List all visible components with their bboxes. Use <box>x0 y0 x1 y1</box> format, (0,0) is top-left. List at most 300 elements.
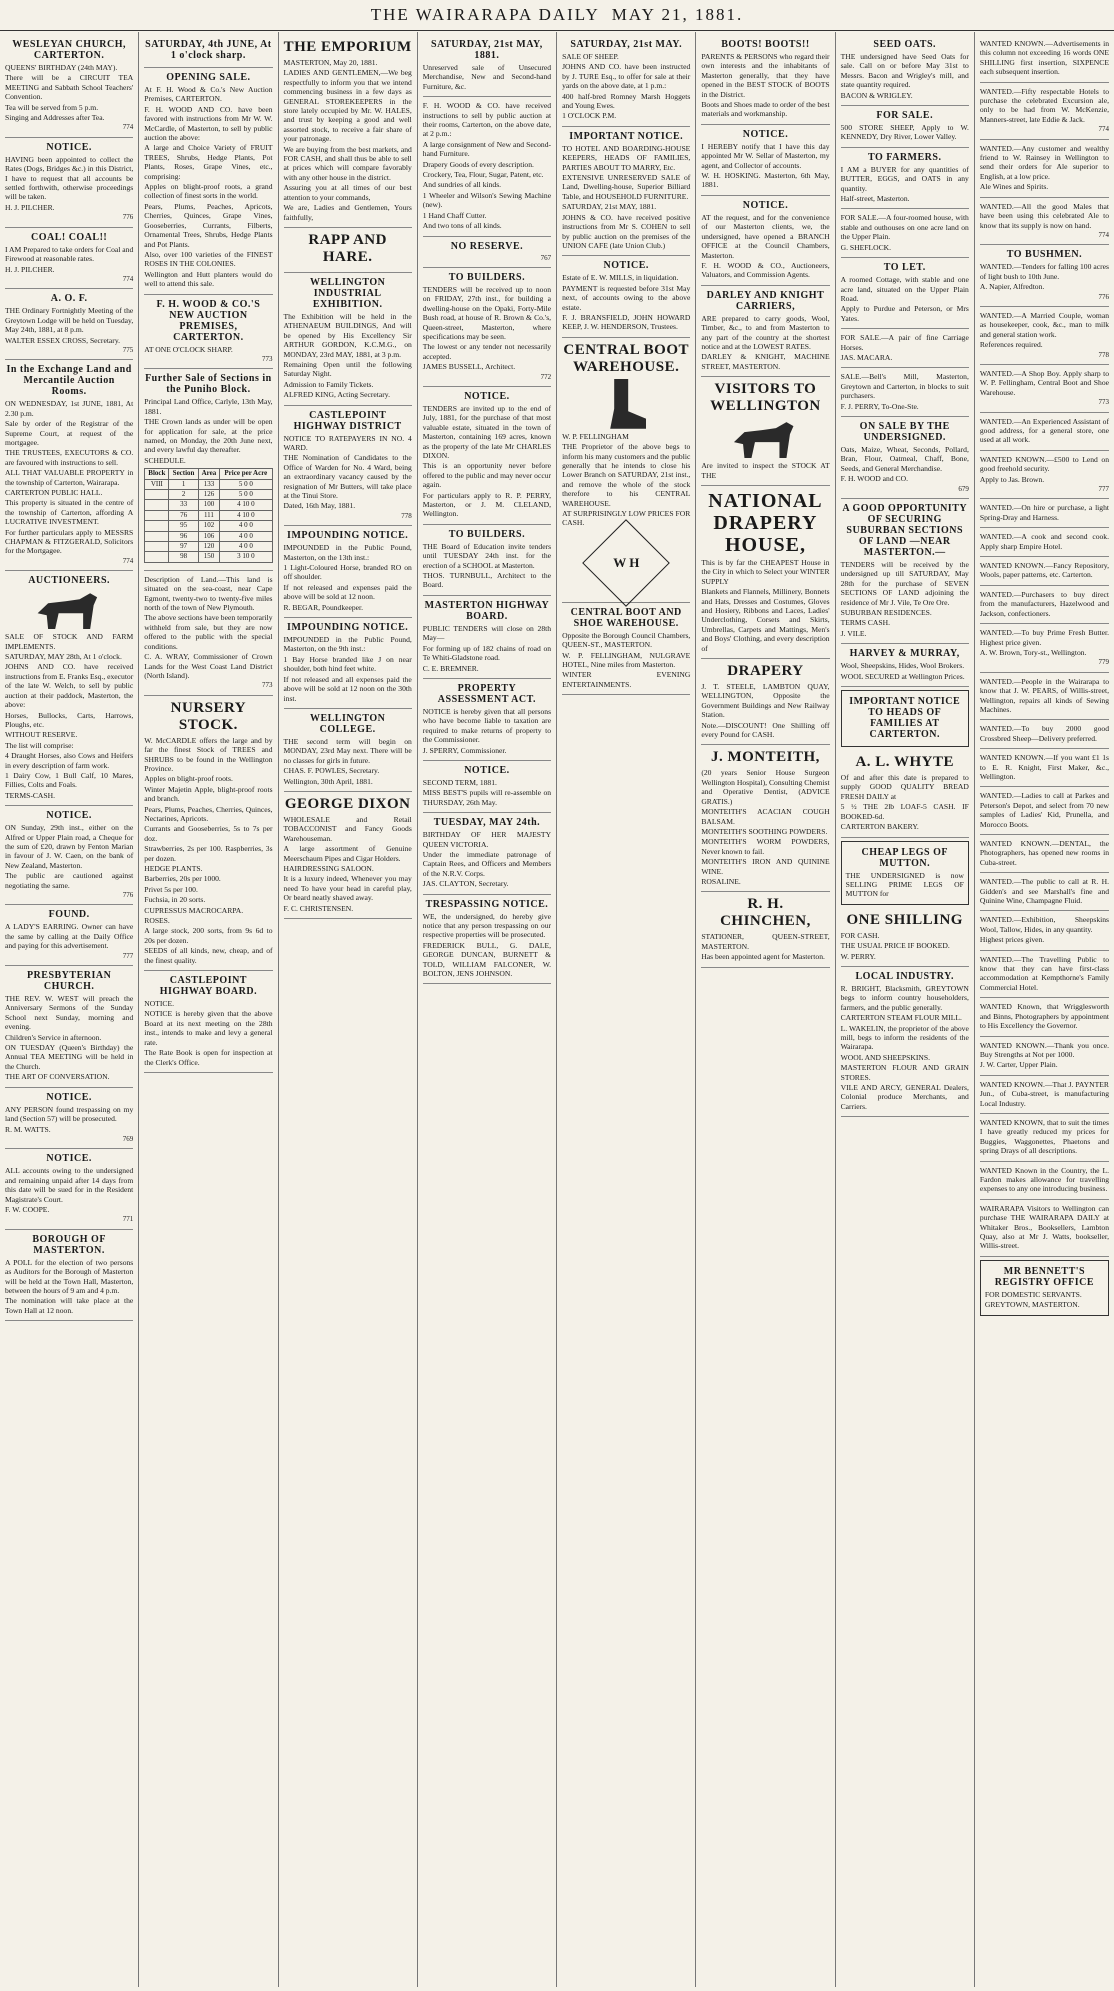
ad-heading: F. H. WOOD & CO.'S NEW AUCTION PREMISES, CARTERTON. <box>156 298 261 343</box>
column-8 <box>975 32 1114 1987</box>
advertisement <box>980 83 1109 140</box>
ad-text: ALL accounts owing to the undersigned and remaining unpaid after 14 days from this date will be sued for in the Resident Magistrate's Court. <box>5 1166 134 1204</box>
ad-text: WAIRARAPA Visitors to Wellington can purchase THE WAIRARAPA DAILY at Whitaker Bros., Booksellers, Lambton Quay, also at Mr J. Watts, bookseller, Willis-street. <box>979 1203 1109 1251</box>
ad-number: 679 <box>958 484 969 493</box>
column-3 <box>279 32 418 1987</box>
ad-text: It is a luxury indeed, Whenever you may need To have your head in careful play, Or beard neatly shaved away. <box>283 874 412 903</box>
ad-text: Barberries, 20s per 1000. <box>144 874 221 884</box>
advertisement <box>423 237 551 268</box>
ad-text: If not released and expenses paid the above will be sold at 12 noon. <box>283 582 412 602</box>
ad-text: For particulars apply to R. P. PERRY, Masterton, or J. M. CLELAND, Wellington. <box>422 490 552 519</box>
ad-text: SUBURBAN RESIDENCES. <box>840 608 932 618</box>
ad-text: THE REV. W. WEST will preach the Anniversary Sermons of the Sunday School next Sunday, morning and evening. <box>5 994 134 1032</box>
ad-text: Has been appointed agent for Masterton. <box>701 952 825 962</box>
schedule-cell: 95 <box>169 521 198 531</box>
ad-text: The above sections have been temporarily withheld from sale, but they are now offered to the public with the special conditions. <box>144 613 273 651</box>
ad-text: GREYTOWN, MASTERTON. <box>984 1300 1080 1310</box>
masthead-title: THE WAIRARAPA DAILY <box>370 5 600 24</box>
ad-text: THOS. TURNBULL, Architect to the Board. <box>422 571 552 590</box>
advertisement <box>980 911 1109 950</box>
ad-text: ARE prepared to carry goods, Wool, Timber, &c., to and from Masterton to any part of the country at the shortest notice and at the LOWEST RATES. <box>701 313 830 351</box>
ad-number: 774 <box>1098 125 1109 134</box>
advertisement <box>144 369 272 571</box>
schedule-cell: 3 10 0 <box>220 552 272 562</box>
advertisement <box>980 140 1109 198</box>
ad-text: THE UNDERSIGNED is now SELLING PRIME LEGS OF MUTTON for <box>845 870 964 899</box>
column-5 <box>557 32 696 1987</box>
advertisement <box>144 295 272 370</box>
table-row <box>145 500 272 510</box>
ad-text: Sale by order of the Registrar of the Supreme Court, at request of the mortgagee. <box>5 419 134 447</box>
ad-heading: WESLEYAN CHURCH, CARTERTON. <box>12 39 127 61</box>
ad-text: The public are cautioned against negotiating the same. <box>5 871 134 890</box>
ad-text: Also, over 100 varieties of the FINEST ROSES IN THE COLONIES. <box>144 249 273 269</box>
ad-heading: RAPP AND HARE. <box>308 231 387 265</box>
ad-heading: IMPOUNDING NOTICE. <box>287 530 409 542</box>
schedule-cell <box>145 500 169 510</box>
ad-heading: AUCTIONEERS. <box>28 575 111 587</box>
ad-heading: A GOOD OPPORTUNITY OF SECURING SUBURBAN SECTIONS OF LAND —NEAR MASTERTON.— <box>842 503 968 558</box>
advertisement <box>980 413 1109 451</box>
ad-text: For further particulars apply to MESSRS CHAPMAN & FITZGERALD, Solicitors for the Mortgagee. <box>5 527 134 556</box>
ad-text: AT SURPRISINGLY LOW PRICES FOR CASH. <box>562 509 691 528</box>
ad-heading: DRAPERY <box>727 663 804 680</box>
ad-text: WANTED KNOWN.—Thank you once. Buy Strengths at Not per 1000. <box>979 1040 1109 1059</box>
advertisement <box>980 1114 1109 1162</box>
ad-text: WANTED Known in the Country, the L. Fardon makes allowance for travelling expenses to any one introducing business. <box>979 1165 1109 1194</box>
ad-heading: CASTLEPOINT HIGHWAY BOARD. <box>159 975 258 998</box>
advertisement <box>841 908 969 967</box>
advertisement <box>423 387 551 525</box>
ad-text: A roomed Cottage, with stable and one acre land, situated on the Upper Plain Road. <box>840 275 969 303</box>
advertisement <box>980 307 1109 365</box>
advertisement <box>144 35 272 68</box>
ad-text: Oats, Maize, Wheat, Seconds, Pollard, Bran, Flour, Oatmeal, Chaff, Bone, Seeds, and General Merchandise. <box>840 444 969 473</box>
ad-text: WANTED KNOWN.—That J. PAYNTER Jun., of Cuba-street, is manufacturing Local Industry. <box>979 1079 1109 1108</box>
ad-text: MASTERTON, May 20, 1881. <box>283 58 378 67</box>
schedule-cell: 4 0 0 <box>220 531 272 541</box>
ad-heading: R. H. CHINCHEN, <box>720 896 811 930</box>
ad-text: SALE.—Bell's Mill, Masterton, Greytown and Carterton, in blocks to suit purchasers. <box>840 372 969 401</box>
advertisement <box>144 696 272 971</box>
advertisement <box>423 813 551 894</box>
ad-heading: MASTERTON HIGHWAY BOARD. <box>424 599 550 622</box>
ad-text: MONTEITH'S WORM POWDERS, Never known to fail. <box>701 837 830 856</box>
ad-text: WANTED.—An Experienced Assistant of good address, for a general store, one used at all work. <box>979 416 1109 445</box>
ad-text: MONTEITH'S SOOTHING POWDERS. <box>701 826 828 836</box>
table-row <box>145 531 272 541</box>
ad-text: Drapery Goods of every description. <box>422 159 534 169</box>
ad-text: Dated, 16th May, 1881. <box>283 501 356 511</box>
ad-heading: OPENING SALE. <box>166 72 251 83</box>
ad-text: BACON & WRIGLEY. <box>840 90 913 100</box>
ad-heading: NATIONAL DRAPERY HOUSE, <box>708 489 823 556</box>
ad-text: 1 Bay Horse branded like J on near shoulder, both hind feet white. <box>283 654 412 674</box>
ad-text: FREDERICK BULL, G. DALE, GEORGE DUNCAN, BURNETT & TOLD, WILLIAM FALCONER, W. BOLTON, JENS JOHNSON. <box>422 940 552 979</box>
advertisement <box>701 286 829 377</box>
ad-text: Currants and Gooseberries, 5s to 7s per doz. <box>144 824 273 843</box>
ad-text: WANTED.—On hire or purchase, a light Spring-Dray and Harness. <box>979 503 1109 522</box>
advertisement <box>144 971 272 1073</box>
advertisement <box>980 1076 1109 1114</box>
ad-text: Pears, Plums, Peaches, Apricots, Cherries, Quinces, Grape Vines, Gooseberries, Currants, Filberts, Ornamental Trees, Shrubs, Hedge Plants and Pot Plants. <box>144 201 273 249</box>
advertisement <box>144 68 272 295</box>
ad-text: CHAS. F. POWLES, Secretary. <box>283 766 380 776</box>
ad-heading: PROPERTY ASSESSMENT ACT. <box>437 682 537 705</box>
advertisement <box>841 499 969 644</box>
ad-text: DARLEY & KNIGHT, MACHINE STREET, MASTERTON. <box>701 352 830 371</box>
schedule-cell: 98 <box>169 552 198 562</box>
ad-heading: BOOTS! BOOTS!! <box>721 39 810 50</box>
ad-text: A large consignment of New and Second-hand Furniture. <box>422 139 552 159</box>
ad-text: WANTED.—The Travelling Public to know that they can have first-class accommodation at Kempthorne's Family Commercial Hotel. <box>979 954 1109 992</box>
ad-heading: LOCAL INDUSTRY. <box>855 970 954 982</box>
advertisement <box>980 1162 1109 1200</box>
advertisement <box>841 750 969 837</box>
advertisement <box>423 268 551 387</box>
ad-heading: SATURDAY, 4th JUNE, At 1 o'clock sharp. <box>145 39 272 61</box>
ad-text: THE undersigned have Seed Oats for sale. Call on or before May 31st to Messrs. Bacon and Wrigley's mill, and state quantity required. <box>840 52 969 90</box>
advertisement <box>980 1037 1109 1076</box>
ad-text: HAVING been appointed to collect the Rates (Dogs, Bridges &c.) in this District, I have to request that all accounts be settled forthwith, otherwise proceedings will be taken. <box>5 154 134 202</box>
ad-text: ALL THAT VALUABLE PROPERTY in the township of Carterton, Wairarapa. <box>5 468 134 487</box>
advertisement <box>980 35 1109 83</box>
ad-text: If not released and all expenses paid the above will be sold at 12 noon on the 30th inst. <box>283 674 412 703</box>
ad-text: WOOL SECURED at Wellington Prices. <box>840 671 965 681</box>
ad-text: WHOLESALE and Retail TOBACCONIST and Fancy Goods Warehouseman. <box>283 814 412 843</box>
ad-text: TERMS-CASH. <box>5 790 56 800</box>
advertisement <box>701 35 829 125</box>
ad-text: Principal Land Office, Carlyle, 13th May, 1881. <box>144 397 273 416</box>
ad-text: We are buying from the best markets, and FOR CASH, and shall thus be able to sell at prices which will compare favorably with any other house in the district. <box>283 144 412 182</box>
ad-text: WANTED KNOWN.—If you want £1 1s to E. R. Knight, First Maker, &c., Wellington. <box>979 753 1109 781</box>
column-6 <box>696 32 835 1987</box>
advertisement <box>980 951 1109 999</box>
ad-heading: IMPORTANT NOTICE TO HEADS OF FAMILIES AT CARTERTON. <box>849 696 961 741</box>
ad-text: 1 Hand Chaff Cutter. <box>422 210 487 220</box>
advertisement <box>980 198 1109 246</box>
ad-text: SEEDS of all kinds, new, cheap, and of the finest quality. <box>144 946 273 965</box>
ad-number: 771 <box>122 1215 134 1224</box>
advertisement <box>980 873 1109 911</box>
ad-text: And sundries of all kinds. <box>422 180 502 190</box>
ad-text: WOOL AND SHEEPSKINS. <box>840 1052 930 1062</box>
ad-text: W. P. FELLINGHAM <box>562 431 629 441</box>
advertisement <box>423 761 551 813</box>
ad-text: TENDERS will be received up to noon on FRIDAY, 27th inst., for building a dwelling-house on the Opaki, Forty-Mile Bush road, at house of R. Brown & Co.'s, Queen-street, Masterton, where specifications may be seen. <box>422 284 552 341</box>
ad-text: MONTEITH'S IRON AND QUININE WINE. <box>701 857 830 876</box>
ad-text: Assuring you at all times of our best attention to your commands, <box>283 183 412 202</box>
ad-text: THE TRUSTEES, EXECUTORS & CO. are favoured with instructions to sell. <box>5 448 134 467</box>
ad-text: ROSALINE. <box>701 876 741 886</box>
advertisement <box>841 644 969 687</box>
advertisement <box>701 486 829 659</box>
advertisement <box>841 329 969 368</box>
ad-text: WANTED.—Ladies to call at Parkes and Peterson's Depot, and select from 70 new samples of Ladies' Kid, Prunella, and Morocco Boots. <box>979 791 1109 829</box>
schedule-cell: 111 <box>198 510 219 520</box>
ad-heading: NOTICE. <box>742 128 789 140</box>
ad-text: F. J. PERRY, To-One-Ste. <box>840 401 919 411</box>
advertisement <box>701 125 829 196</box>
ad-heading: NOTICE. <box>603 260 649 272</box>
ad-heading: CENTRAL BOOT AND SHOE WAREHOUSE. <box>570 606 682 629</box>
advertisement <box>284 526 412 618</box>
advertisement <box>423 895 551 985</box>
advertisement <box>980 451 1109 500</box>
ad-heading: NO RESERVE. <box>450 240 524 252</box>
ad-heading: SATURDAY, 21st MAY, 1881. <box>431 39 543 61</box>
ad-text: The Exhibition will be held in the ATHENAEUM BUILDINGS, And will be opened by His Excellency Sir ARTHUR GORDON, K.C.M.G., on MONDAY, 23rd MAY, 1881, at 3 p.m. <box>283 311 412 359</box>
ad-heading: A. L. WHYTE <box>855 754 955 771</box>
ad-text: VILE AND ARCY, GENERAL Dealers, Colonial produce Merchants, and Carriers. <box>840 1083 969 1111</box>
ad-heading: J. MONTEITH, <box>710 749 820 766</box>
ad-text: I AM Prepared to take orders for Coal and Firewood at reasonable rates. <box>5 244 134 264</box>
ad-text: A LADY'S EARRING. Owner can have the same by calling at the Daily Office and paying for this advertisement. <box>5 922 134 951</box>
ad-text: Note.—DISCOUNT! One Shilling off every Pound for CASH. <box>701 720 830 740</box>
ad-heading: TRESPASSING NOTICE. <box>425 898 549 910</box>
ad-text: CARTERTON BAKERY. <box>840 822 919 832</box>
ad-number: 777 <box>1098 485 1109 494</box>
advertisement <box>5 138 133 228</box>
ad-heading: GEORGE DIXON <box>284 795 411 812</box>
advertisement <box>980 673 1109 721</box>
advertisement <box>841 841 969 905</box>
schedule-header: Block <box>145 469 169 479</box>
ad-text: JOHNS & CO. have received positive instructions from Mr S. COHEN to sell by public auction on the premises of the UNION CAFE (late Union Club.) <box>562 212 691 250</box>
ad-text: A large stock, 200 sorts, from 9s 6d to 20s per dozen. <box>144 926 273 945</box>
ad-heading: NOTICE. <box>464 764 510 776</box>
ad-text: There will be a CIRCUIT TEA MEETING and Sabbath School Teachers' Convention. <box>5 73 134 102</box>
schedule-cell: 4 0 0 <box>220 542 272 552</box>
ad-text: Crockery, Tea, Flour, Sugar, Patent, etc. <box>422 170 544 180</box>
advertisement <box>562 603 690 695</box>
schedule-cell: 126 <box>198 490 219 500</box>
advertisement <box>841 967 969 1117</box>
ad-text: SATURDAY, 21st MAY, 1881. <box>562 202 657 212</box>
ad-text: WANTED.—Tenders for falling 100 acres of light bush to 10th June. <box>979 262 1109 281</box>
ad-text: WANTED KNOWN.—Fancy Repository, Wools, paper patterns, etc. Carterton. <box>979 561 1109 580</box>
ad-text: J. VILE. <box>840 628 867 638</box>
ad-text: NOTICE is hereby given that the above Board at its next meeting on the 28th inst., intends to make and levy a general rate. <box>144 1009 273 1047</box>
ad-text: THE second term will begin on MONDAY, 23rd May next. There will be no classes for girls in future. <box>283 736 412 765</box>
ad-text: THE Ordinary Fortnightly Meeting of the Greytown Lodge will be held on Tuesday, May 24th, 1881, at 8 p.m. <box>5 306 134 335</box>
ad-text: BIRTHDAY OF HER MAJESTY QUEEN VICTORIA. <box>422 830 552 849</box>
ad-text: C. A. WRAY, Commissioner of Crown Lands for the West Coast Land District (North Island). <box>144 652 273 680</box>
ad-text: Are invited to inspect the STOCK AT THE <box>701 461 830 480</box>
ad-text: J. W. Carter, Upper Plain. <box>979 1060 1058 1070</box>
ad-heading: DARLEY AND KNIGHT CARRIERS, <box>706 289 825 312</box>
ad-text: WANTED.—All the good Males that have been using this celebrated Ale to know that its supply is now on hand. <box>979 201 1109 230</box>
ad-text: NOTICE TO RATEPAYERS IN NO. 4 WARD. <box>283 433 412 452</box>
advertisement <box>701 745 829 892</box>
schedule-table <box>144 468 272 563</box>
ad-number: 778 <box>401 511 412 520</box>
schedule-cell: 76 <box>169 510 198 520</box>
ad-text: WANTED KNOWN.—DENTAL, the Photographers, has opened new rooms in Cuba-street. <box>979 839 1109 867</box>
column-1 <box>0 32 139 1987</box>
ad-text: TO HOTEL AND BOARDING-HOUSE KEEPERS, HEADS OF FAMILIES, PARTIES ABOUT TO MARRY, Etc. <box>562 143 691 172</box>
ad-heading: TO BUSHMEN. <box>1006 249 1083 261</box>
ad-number: 774 <box>122 274 134 283</box>
ad-heading: WELLINGTON COLLEGE. <box>309 712 386 735</box>
ad-text: SALE OF STOCK AND FARM IMPLEMENTS. <box>5 632 134 651</box>
boot-illustration-icon <box>606 379 646 429</box>
ad-heading: In the Exchange Land and Mercantile Auction Rooms. <box>6 364 132 398</box>
ad-text: The lowest or any tender not necessarily accepted. <box>422 342 552 361</box>
column-7 <box>836 32 975 1987</box>
ad-heading: NOTICE. <box>46 141 92 153</box>
ad-text: Opposite the Borough Council Chambers, QUEEN-ST., MASTERTON. <box>562 630 691 650</box>
ad-text: JAS. MACARA. <box>840 352 893 362</box>
ad-text: THE Crown lands as under will be open for application for sale, at the price named, on Monday, the 20th June next, and every lawful day thereafter. <box>144 417 273 455</box>
ad-text: A POLL for the election of two persons as Auditors for the Borough of Masterton will be held at the Town Hall, Masterton, between the hours of 9 am and 4 p.m. <box>5 1257 134 1295</box>
advertisement <box>284 406 412 527</box>
ad-text: EXTENSIVE UNRESERVED SALE of Land, Dwelling-house, Superior Billiard Table, and HOUSEHOLD FURNITURE. <box>562 173 691 201</box>
ad-text: 4 Draught Horses, also Cows and Heifers in every description of farm work. <box>5 751 134 770</box>
advertisement <box>701 377 829 486</box>
ad-text: Wellington, 30th April, 1881. <box>283 776 373 786</box>
ad-text: H. J. PILCHER. <box>5 264 55 274</box>
ad-text: The list will comprise: <box>5 740 74 750</box>
ad-number: 774 <box>122 123 134 132</box>
ad-text: We are, Ladies and Gentlemen, Yours faithfully, <box>283 203 412 222</box>
ad-text: WANTED.—Any customer and wealthy friend to W. Rainsey in Wellington to send their orders for Ale superior to English, at a low price. <box>979 143 1109 181</box>
ad-text: NOTICE. <box>144 999 175 1009</box>
ad-text: Fuchsia, in 20 sorts. <box>144 895 206 905</box>
ad-text: Wool, Sheepskins, Hides, Wool Brokers. <box>840 661 965 671</box>
schedule-cell: 4 10 0 <box>220 500 272 510</box>
ad-text: Remaining Open until the following Saturday Night. <box>283 359 412 379</box>
advertisement <box>5 571 133 806</box>
ad-text: 400 half-bred Romney Marsh Hoggets and Young Ewes. <box>562 91 691 111</box>
advertisement <box>5 806 133 905</box>
ad-text: ANY PERSON found trespassing on my land (Section 57) will be prosecuted. <box>5 1104 134 1124</box>
advertisement <box>841 690 969 747</box>
ad-text: ALFRED KING, Acting Secretary. <box>283 390 390 400</box>
ad-text: Blankets and Flannels, Millinery, Bonnets and Hats, Dresses and Costumes, Gloves and Hosiery, Ribbons and Laces, Ladies' Underclothing, Corsets and Skirts, Umbrellas, Carpets and Mattings, Men's and Boys' Clothing, and every description of <box>701 587 830 653</box>
ad-text: Of and after this date is prepared to supply GOOD QUALITY BREAD FRESH DAILY at <box>840 773 969 801</box>
ad-text: THE Nomination of Candidates to the Office of Warden for No. 4 Ward, being an extraordinary vacancy caused by the resignation of Mr Butters, will take place at the Tinui Store. <box>283 453 412 500</box>
advertisement <box>841 417 969 499</box>
advertisement <box>980 749 1109 787</box>
ad-text: JOHNS AND CO. have received instructions from E. Franks Esq., executor of the late W. Welch, to sell by public auction at their paddock, Masterton, the above: <box>5 662 134 710</box>
ad-heading: TO BUILDERS. <box>448 528 526 540</box>
ad-text: THE USUAL PRICE IF BOOKED. <box>840 941 950 951</box>
trademark-letters: W H <box>613 555 640 571</box>
ad-text: WANTED.—Purchasers to buy direct from the manufacturers, Hazelwood and Jackson, confectioners. <box>979 589 1109 618</box>
ad-text: Apples on blight-proof roots, a grand collection of finest sorts in the world. <box>144 182 273 201</box>
masthead-date: MAY 21, 1881. <box>611 5 744 24</box>
ad-text: WANTED.—A cook and second cook. Apply sharp Empire Hotel. <box>979 532 1109 551</box>
ad-heading: HARVEY & MURRAY, <box>849 648 960 660</box>
ad-text: Admission to Family Tickets. <box>283 379 374 389</box>
advertisement <box>5 228 133 290</box>
ad-number: 774 <box>122 556 134 565</box>
ad-heading: ON SALE BY THE UNDERSIGNED. <box>859 420 950 443</box>
advertisement <box>5 966 133 1088</box>
ad-text: LADIES AND GENTLEMEN,—We beg respectfully to inform you that we intend commencing business in a few days as GENERAL STOREKEEPERS in the store lately occupied by Mr. W. HALES, and trust by keeping a good and well assorted stock, to receive a fair share of your patronage. <box>283 68 412 144</box>
ad-text: WANTED.—To buy Prime Fresh Butter. Highest price given. <box>979 628 1109 647</box>
ad-heading: PRESBYTERIAN CHURCH. <box>26 970 112 993</box>
ad-text: For forming up of 182 chains of road on Te Whiti-Gladstone road. <box>422 643 552 663</box>
ad-text: (20 years Senior House Surgeon Wellington Hospital), Consulting Chemist and Operative Dentist, (ADVICE GRATIS.) <box>701 768 830 806</box>
schedule-cell: 4 0 0 <box>220 521 272 531</box>
advertisement <box>980 365 1109 413</box>
ad-text: AT the request, and for the convenience of our Masterton clients, we, the undersigned, have opened a BRANCH OFFICE at the Council Chambers, Masterton. <box>701 212 830 260</box>
ad-text: AT ONE O'CLOCK SHARP. <box>144 344 233 354</box>
ad-number: 773 <box>262 681 273 690</box>
masthead <box>0 0 1114 31</box>
ad-heading: Further Sale of Sections in the Puniho Block. <box>145 373 272 396</box>
advertisement <box>562 256 690 337</box>
ad-text: F. H. WOOD AND CO. have been favored with instructions from Mr W. W. McCardle, of Masterton, to sell by public auction the above: <box>144 104 273 143</box>
ad-text: 1 Dairy Cow, 1 Bull Calf, 10 Mares, Fillies, Colts and Foals. <box>5 770 134 790</box>
ad-text: The nomination will take place at the Town Hall at 12 noon. <box>5 1296 134 1315</box>
ad-heading: CENTRAL BOOT WAREHOUSE. <box>563 341 689 375</box>
ad-text: 1 Light-Coloured Horse, branded RO on off shoulder. <box>283 563 412 582</box>
ad-text: Strawberries, 2s per 100. Raspberries, 3s per dozen. <box>144 844 273 863</box>
schedule-cell: 2 <box>169 490 198 500</box>
ad-text: W. PERRY. <box>840 951 876 961</box>
ad-heading: WELLINGTON INDUSTRIAL EXHIBITION. <box>309 276 386 310</box>
horse-illustration-icon <box>730 418 800 458</box>
schedule-cell: 106 <box>198 531 219 541</box>
ad-text: R. BRIGHT, Blacksmith, GREYTOWN begs to inform country householders, farmers, and the public generally. <box>840 983 969 1012</box>
ad-text: THE ART OF CONVERSATION. <box>5 1072 110 1082</box>
ad-heading: A. O. F. <box>50 293 88 305</box>
ad-number: 777 <box>122 951 134 960</box>
ad-text: SECOND TERM, 1881. <box>422 777 497 787</box>
advertisement <box>562 338 690 603</box>
ad-number: 775 <box>122 345 134 354</box>
schedule-header: Price per Acre <box>220 469 272 479</box>
ad-text: WALTER ESSEX CROSS, Secretary. <box>5 335 121 345</box>
ad-text: Tea will be served from 5 p.m. <box>5 102 99 112</box>
schedule-cell: 97 <box>169 542 198 552</box>
ad-text: ON Sunday, 29th inst., either on the Alfred or Upper Plain road, a Cheque for the sum of £20, drawn by Fenton Marian in favour of J. W. Caen, on the bank of New Zealand, Masterton. <box>5 823 134 870</box>
ad-text: Privet 5s per 100. <box>144 884 198 894</box>
advertisement <box>980 245 1109 307</box>
ad-text: F. C. CHRISTENSEN. <box>283 903 354 913</box>
ad-heading: NOTICE. <box>464 390 510 402</box>
ad-heading: IMPOUNDING NOTICE. <box>287 622 409 634</box>
ad-text: R. BEGAR, Poundkeeper. <box>283 602 364 612</box>
ad-text: Highest prices given. <box>979 935 1045 945</box>
ad-text: 1 Wheeler and Wilson's Sewing Machine (new). <box>422 190 552 210</box>
advertisement <box>5 289 133 360</box>
advertisement <box>841 35 969 106</box>
ad-text: WINTER EVENING ENTERTAINMENTS. <box>562 670 691 689</box>
schedule-cell: 96 <box>169 531 198 541</box>
ad-text: WANTED.—A Married Couple, woman as housekeeper, cook, &c., man to milk and general station work. <box>979 310 1109 339</box>
ad-text: F. J. BRANSFIELD, JOHN HOWARD KEEP, J. W. HENDERSON, Trustees. <box>562 312 691 332</box>
ad-heading: COAL! COAL!! <box>30 231 108 243</box>
schedule-cell: VIII <box>145 479 169 489</box>
schedule-header: Area <box>198 469 219 479</box>
ad-text: WANTED.—To buy 2000 good Crossbred Sheep—Delivery preferred. <box>979 724 1109 743</box>
table-row <box>145 521 272 531</box>
ad-number: 769 <box>122 1134 134 1143</box>
ad-heading: BOROUGH OF MASTERTON. <box>32 1233 106 1256</box>
ad-heading: TO BUILDERS. <box>448 271 526 283</box>
ad-text: And two tons of all kinds. <box>422 221 502 231</box>
table-row <box>145 510 272 520</box>
ad-text: Apply to Jas. Brown. <box>979 474 1045 484</box>
ad-text: 1 O'CLOCK P.M. <box>562 111 617 121</box>
ad-number: 773 <box>1098 398 1109 407</box>
advertisement <box>423 525 551 596</box>
ad-number: 773 <box>262 354 273 363</box>
